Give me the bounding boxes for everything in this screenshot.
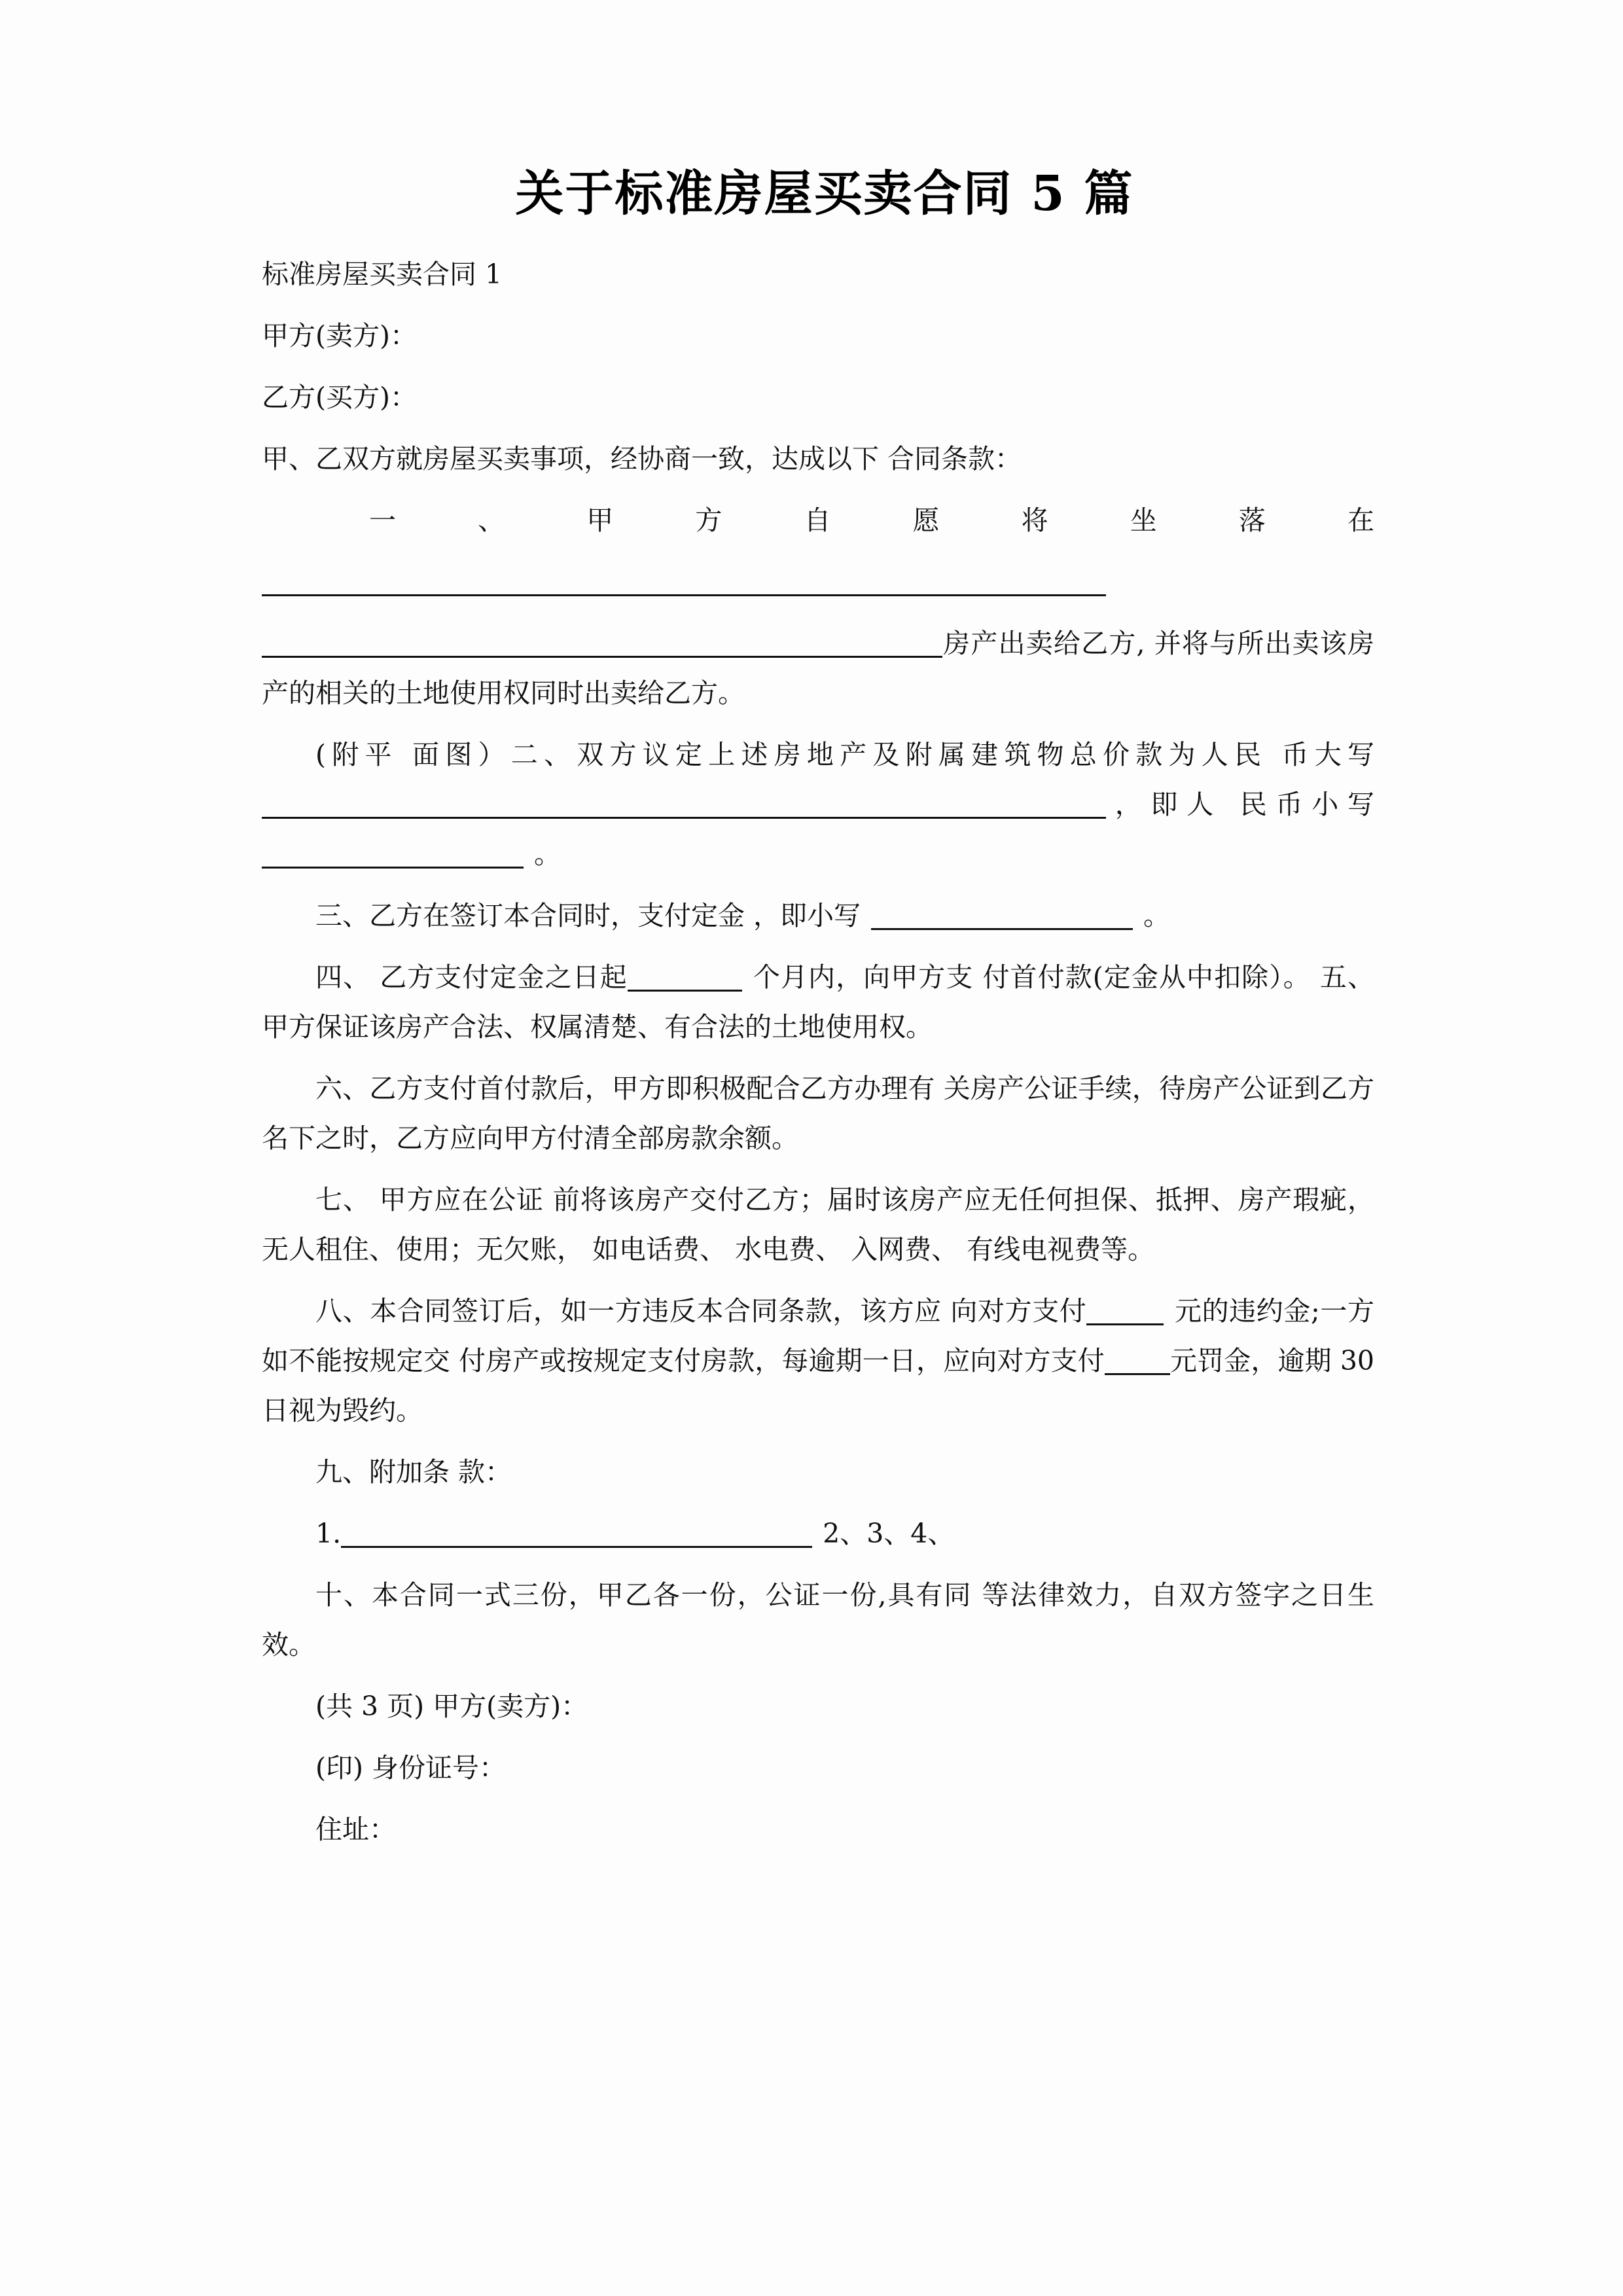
- clause-1-tail-text: 房产出卖给乙方, 并将与所出卖该房产的相关的土地使用权同时出卖给乙方。: [262, 627, 1374, 709]
- clause-9-item-tail: 2、3、4、: [823, 1517, 955, 1549]
- penalty-amount-blank-2[interactable]: [1105, 1348, 1170, 1375]
- clause-6: 六、乙方支付首付款后，甲方即积极配合乙方办理有 关房产公证手续，待房产公证到乙方名下之时，乙方应向甲方付清全部房款余额。: [262, 1072, 1374, 1154]
- months-blank[interactable]: [628, 965, 742, 992]
- clause-8-text-a: 八、本合同签订后，如一方违反本合同条款，该方应 向对方支付: [315, 1295, 1087, 1327]
- clause-2: [262, 730, 1374, 879]
- clause-2-text-c: 。: [534, 838, 561, 870]
- clause-9-heading: 九、附加条 款：: [315, 1456, 512, 1488]
- price-lowercase-blank[interactable]: [262, 842, 524, 869]
- property-address-blank-line2[interactable]: [262, 631, 942, 658]
- price-uppercase-blank[interactable]: [262, 792, 1106, 819]
- property-address-blank-line1[interactable]: [262, 569, 1106, 596]
- signature-id-label: (印) 身份证号：: [315, 1751, 507, 1784]
- clause-3: [262, 891, 1374, 941]
- clause-4-text-b: 个月内，向甲方支 付首付款(定金从中扣除）。 五、甲方保证该房产合法、权属清楚、有合法的土地使用权。: [262, 961, 1374, 1043]
- additional-terms-blank[interactable]: [341, 1521, 812, 1548]
- clause-8-text-c: 元罚金，逾期 30 日视为毁约。: [262, 1344, 1374, 1426]
- clause-3-text-b: 。: [1143, 899, 1171, 931]
- document-content: [262, 164, 1374, 1866]
- seller-party-label: 甲方(卖方)：: [262, 319, 417, 351]
- deposit-amount-blank[interactable]: [871, 903, 1133, 930]
- clause-1-body: [262, 557, 1374, 607]
- clause-2-text-a: (附平 面图）二、双方议定上述房地产及附属建筑物总价款为人民 币大写: [315, 738, 1374, 770]
- clause-3-text-a: 三、乙方在签订本合同时，支付定金 ，即小写: [315, 899, 861, 931]
- clause-1-heading: 一、甲方自愿将坐落在: [369, 504, 1374, 536]
- clause-1-body-continued: [262, 619, 1374, 718]
- penalty-amount-blank-1[interactable]: [1086, 1299, 1164, 1325]
- clause-4-text-a: 四、 乙方支付定金之日起: [315, 961, 628, 993]
- clause-8-text-b: 元的违约金;一方如不能按规定交 付房产或按规定支付房款，每逾期一日，应向对方支付: [262, 1295, 1374, 1376]
- clause-7: 七、 甲方应在公证 前将该房产交付乙方；届时该房产应无任何担保、抵押、房产瑕疵，无人租住、使用；无欠账， 如电话费、 水电费、 入网费、 有线电视费等。: [262, 1183, 1374, 1265]
- signature-pages-note: (共 3 页) 甲方(卖方)：: [315, 1690, 588, 1722]
- clause-9-item-number: 1.: [315, 1517, 342, 1549]
- document-subtitle: 标准房屋买卖合同 1: [262, 258, 503, 290]
- clause-2-text-b: ，即人 民币小写: [1106, 788, 1374, 820]
- clause-10: 十、本合同一式三份，甲乙各一份，公证一份,具有同 等法律效力，自双方签字之日生效。: [262, 1579, 1374, 1660]
- clause-8: [262, 1286, 1374, 1435]
- preamble-text: 甲、乙双方就房屋买卖事项，经协商一致，达成以下 合同条款：: [262, 442, 1022, 475]
- clause-4: [262, 952, 1374, 1052]
- page-title: 关于标准房屋买卖合同 5 篇: [515, 166, 1134, 222]
- clause-9-item: [262, 1509, 1374, 1558]
- buyer-party-label: 乙方(买方)：: [262, 381, 417, 413]
- signature-address-label: 住址：: [315, 1813, 396, 1845]
